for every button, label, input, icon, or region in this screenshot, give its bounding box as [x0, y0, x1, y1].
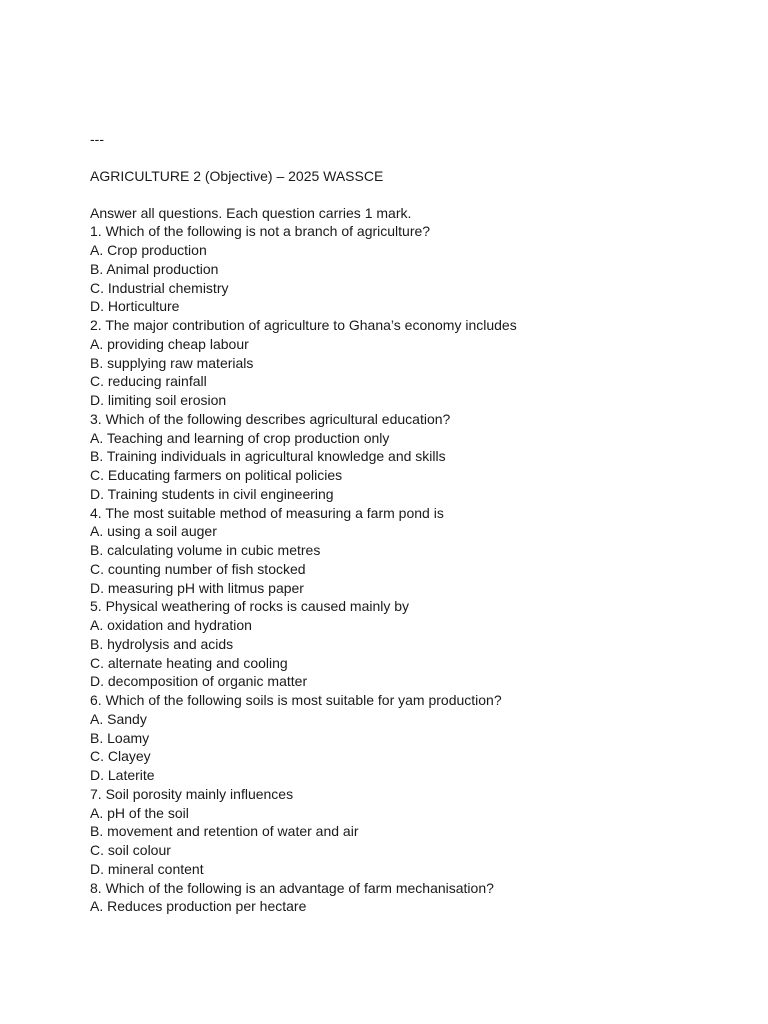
question-2: [90, 316, 730, 410]
question-stem: 3. Which of the following describes agricultural education?: [90, 410, 451, 427]
option-c: C. reducing rainfall: [90, 373, 207, 390]
option-a: A. providing cheap labour: [90, 335, 249, 352]
option-b: B. calculating volume in cubic metres: [90, 542, 321, 558]
question-5: [90, 597, 730, 691]
option-d: D. limiting soil erosion: [90, 392, 227, 408]
question-4: [90, 504, 730, 598]
option-b: B. Loamy: [90, 729, 150, 746]
option-b: B. hydrolysis and acids: [90, 635, 234, 652]
option-a: A. using a soil auger: [90, 523, 217, 540]
document-page: [90, 130, 730, 916]
option-a: A. Crop production: [90, 242, 207, 258]
option-d: D. decomposition of organic matter: [90, 673, 308, 690]
question-1: [90, 222, 730, 316]
question-3: [90, 410, 730, 504]
question-stem: 5. Physical weathering of rocks is caused mainly by: [90, 598, 410, 615]
question-8: [90, 879, 730, 917]
option-c: C. Industrial chemistry: [90, 279, 229, 296]
option-a: A. Sandy: [90, 710, 147, 727]
separator-text: ---: [90, 131, 104, 147]
option-b: B. movement and retention of water and air: [90, 823, 359, 840]
option-b: B. supplying raw materials: [90, 354, 254, 371]
question-stem: 1. Which of the following is not a branch of agriculture?: [90, 223, 431, 240]
option-a: A. Teaching and learning of crop production only: [90, 429, 390, 446]
option-b: B. Training individuals in agricultural knowledge and skills: [90, 448, 446, 465]
option-c: C. Clayey: [90, 748, 151, 765]
option-d: D. Laterite: [90, 767, 155, 783]
option-d: D. mineral content: [90, 860, 204, 877]
option-c: C. alternate heating and cooling: [90, 654, 288, 671]
instructions-text: Answer all questions. Each question carries 1 mark.: [90, 204, 412, 221]
option-a: A. oxidation and hydration: [90, 617, 252, 633]
document-title: AGRICULTURE 2 (Objective) – 2025 WASSCE: [90, 167, 384, 184]
option-d: D. Horticulture: [90, 298, 180, 315]
option-b: B. Animal production: [90, 260, 219, 277]
option-c: C. soil colour: [90, 842, 171, 858]
option-a: A. Reduces production per hectare: [90, 898, 307, 915]
option-a: A. pH of the soil: [90, 804, 189, 821]
option-d: D. measuring pH with litmus paper: [90, 579, 304, 596]
question-stem: 7. Soil porosity mainly influences: [90, 785, 294, 802]
question-stem: 6. Which of the following soils is most suitable for yam production?: [90, 692, 502, 708]
question-stem: 2. The major contribution of agriculture to Ghana’s economy includes: [90, 317, 517, 333]
option-c: C. counting number of fish stocked: [90, 560, 306, 577]
question-6: [90, 691, 730, 785]
option-d: D. Training students in civil engineering: [90, 485, 334, 502]
question-stem: 8. Which of the following is an advantage of farm mechanisation?: [90, 879, 494, 896]
question-stem: 4. The most suitable method of measuring a farm pond is: [90, 504, 444, 521]
option-c: C. Educating farmers on political policies: [90, 467, 343, 483]
question-7: [90, 785, 730, 879]
